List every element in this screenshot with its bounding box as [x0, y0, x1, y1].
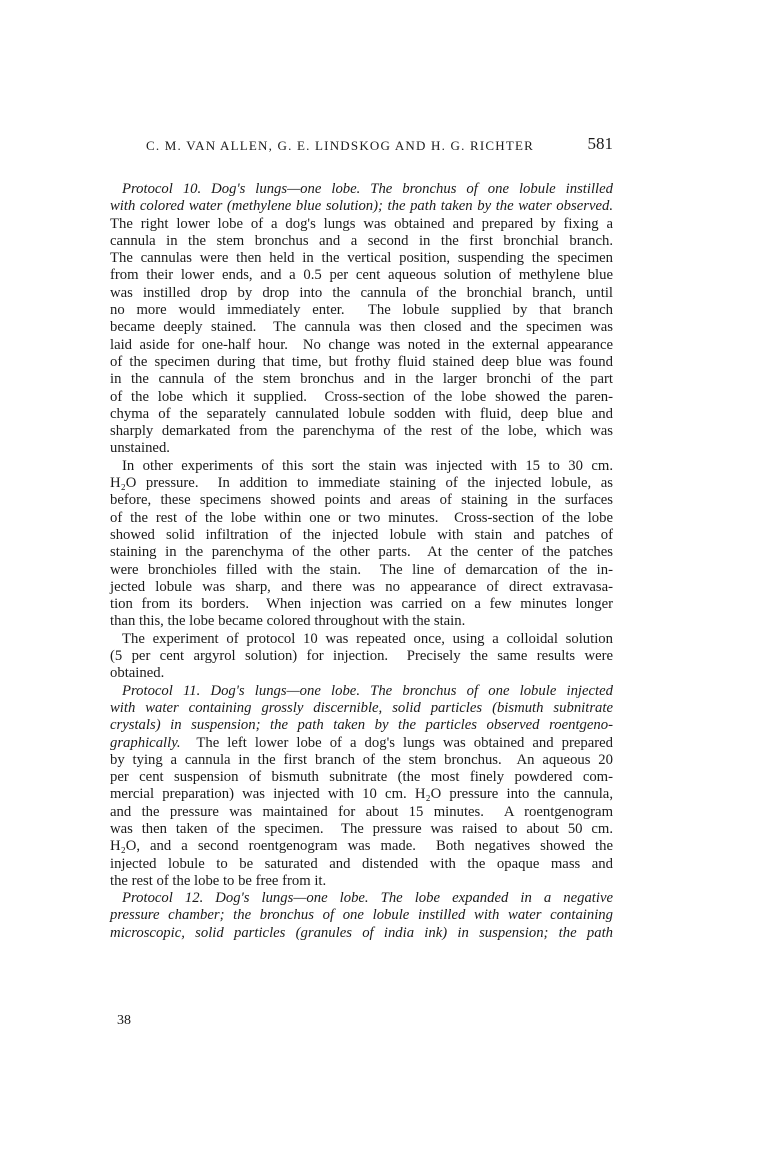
- text-line: [110, 319, 613, 336]
- roman-text: In other experiments of this sort the stain was injected with 15 to 30 cm.: [122, 457, 613, 474]
- roman-text: per cent suspension of bismuth subnitrate (the most finely powdered com-: [110, 769, 613, 786]
- text-line: [110, 873, 613, 890]
- text-line: [110, 596, 613, 613]
- text-line: [110, 337, 613, 354]
- text-line: [110, 267, 613, 284]
- text-line: [110, 648, 613, 665]
- text-line: [110, 233, 613, 250]
- roman-text: The cannulas were then held in the vertical position, suspending the specimen: [110, 250, 613, 267]
- body-text: [110, 181, 613, 942]
- roman-text: no more would immediately enter. The lobule supplied by that branch: [110, 302, 613, 319]
- roman-text: than this, the lobe became colored throughout with the stain.: [110, 613, 466, 630]
- text-line: [110, 302, 613, 319]
- text-line: [110, 492, 613, 509]
- roman-text: cannula in the stem bronchus and a second in the first bronchial branch.: [110, 232, 613, 249]
- roman-text: in the cannula of the stem bronchus and in the larger bronchi of the part: [110, 371, 613, 388]
- text-line: [110, 354, 613, 371]
- roman-text: obtained.: [110, 665, 165, 682]
- paragraph: [110, 631, 613, 683]
- italic-text: Protocol 10. Dog's lungs—one lobe. The bronchus of one lobule instilled: [122, 181, 613, 197]
- roman-text: were bronchioles filled with the stain. The line of demarcation of the in-: [110, 561, 613, 578]
- text-line: [110, 752, 613, 769]
- text-line: [110, 821, 613, 838]
- text-line: [110, 527, 613, 544]
- text-line: [110, 198, 613, 215]
- roman-text: showed solid infiltration of the injected lobule with stain and patches of: [110, 526, 613, 543]
- text-line: [110, 423, 613, 440]
- paragraph: [110, 683, 613, 891]
- text-line: [110, 562, 613, 579]
- running-header: [110, 134, 613, 156]
- running-head-authors: C. M. VAN ALLEN, G. E. LINDSKOG AND H. G. RICHTER: [146, 138, 535, 153]
- paragraph: [110, 181, 613, 458]
- roman-text: unstained.: [110, 440, 170, 457]
- roman-text: of the specimen during that time, but frothy fluid stained deep blue was found: [110, 353, 613, 370]
- roman-text: The left lower lobe of a dog's lungs was obtained and prepared: [180, 734, 613, 751]
- roman-text: of the lobe which it supplied. Cross-section of the lobe showed the paren-: [110, 388, 613, 405]
- text-line: [110, 665, 613, 682]
- text-line: [110, 838, 613, 855]
- roman-text: the rest of the lobe to be free from it.: [110, 872, 327, 889]
- page-number: 581: [587, 134, 613, 153]
- text-line: [110, 458, 613, 475]
- text-line: [110, 613, 613, 630]
- text-line: [110, 389, 613, 406]
- roman-text: sharply demarkated from the parenchyma of the rest of the lobe, which was: [110, 423, 613, 440]
- roman-text: (5 per cent argyrol solution) for injection. Precisely the same results were: [110, 648, 613, 665]
- roman-text: became deeply stained. The cannula was then closed and the specimen was: [110, 319, 613, 336]
- text-line: [110, 735, 613, 752]
- text-line: [110, 804, 613, 821]
- text-line: [110, 544, 613, 561]
- roman-text: by tying a cannula in the first branch of the stem bronchus. An aqueous 20: [110, 751, 613, 768]
- roman-text: H₂O, and a second roentgenogram was made. Both negatives showed the: [110, 838, 613, 855]
- text-line: [110, 216, 613, 233]
- roman-text: laid aside for one-half hour. No change was noted in the external appearance: [110, 336, 613, 353]
- italic-text: with water containing grossly discernible, solid particles (bismuth subnitrate: [110, 699, 613, 716]
- text-line: [110, 440, 613, 457]
- italic-text: graphically.: [110, 734, 181, 751]
- text-line: [110, 579, 613, 596]
- text-line: [110, 631, 613, 648]
- roman-text: mercial preparation) was injected with 10 cm. H₂O pressure into the cannula,: [110, 786, 613, 803]
- roman-text: and the pressure was maintained for about 15 minutes. A roentgenogram: [110, 803, 613, 820]
- roman-text: H₂O pressure. In addition to immediate staining of the injected lobule, as: [110, 475, 613, 492]
- signature-mark: 38: [117, 1013, 131, 1028]
- text-line: [110, 181, 613, 198]
- roman-text: tion from its borders. When injection was carried on a few minutes longer: [110, 596, 613, 613]
- text-line: [110, 250, 613, 267]
- roman-text: injected lobule to be saturated and distended with the opaque mass and: [110, 855, 613, 872]
- roman-text: was instilled drop by drop into the cannula of the bronchial branch, until: [110, 284, 613, 301]
- text-line: [110, 406, 613, 423]
- text-line: [110, 510, 613, 527]
- roman-text: jected lobule was sharp, and there was no appearance of direct extravasa-: [110, 578, 613, 595]
- text-line: [110, 371, 613, 388]
- italic-text: microscopic, solid particles (granules of india ink) in suspension; the path: [110, 924, 613, 941]
- italic-text: Protocol 11. Dog's lungs—one lobe. The bronchus of one lobule injected: [122, 682, 613, 699]
- roman-text: from their lower ends, and a 0.5 per cent aqueous solution of methylene blue: [110, 267, 613, 284]
- text-line: [110, 683, 613, 700]
- text-line: [110, 700, 613, 717]
- italic-text: pressure chamber; the bronchus of one lobule instilled with water containing: [110, 907, 613, 924]
- paragraph: [110, 458, 613, 631]
- text-line: [110, 285, 613, 302]
- roman-text: was then taken of the specimen. The pressure was raised to about 50 cm.: [110, 820, 613, 837]
- text-line: [110, 890, 613, 907]
- paragraph: [110, 890, 613, 942]
- roman-text: chyma of the separately cannulated lobule sodden with fluid, deep blue and: [110, 405, 613, 422]
- text-line: [110, 856, 613, 873]
- text-line: [110, 475, 613, 492]
- italic-text: Protocol 12. Dog's lungs—one lobe. The lobe expanded in a negative: [122, 890, 613, 907]
- roman-text: The experiment of protocol 10 was repeated once, using a colloidal solution: [122, 630, 613, 647]
- italic-text: with colored water (methylene blue solution); the path taken by the water observed.: [110, 198, 613, 215]
- text-line: [110, 786, 613, 803]
- roman-text: staining in the parenchyma of the other parts. At the center of the patches: [110, 544, 613, 561]
- text-line: [110, 925, 613, 942]
- text-line: [110, 769, 613, 786]
- roman-text: of the rest of the lobe within one or two minutes. Cross-section of the lobe: [110, 509, 613, 526]
- roman-text: before, these specimens showed points and areas of staining in the surfaces: [110, 492, 613, 509]
- italic-text: crystals) in suspension; the path taken by the particles observed roentgeno-: [110, 717, 613, 734]
- text-line: [110, 717, 613, 734]
- text-line: [110, 907, 613, 924]
- roman-text: The right lower lobe of a dog's lungs was obtained and prepared by fixing a: [110, 215, 613, 232]
